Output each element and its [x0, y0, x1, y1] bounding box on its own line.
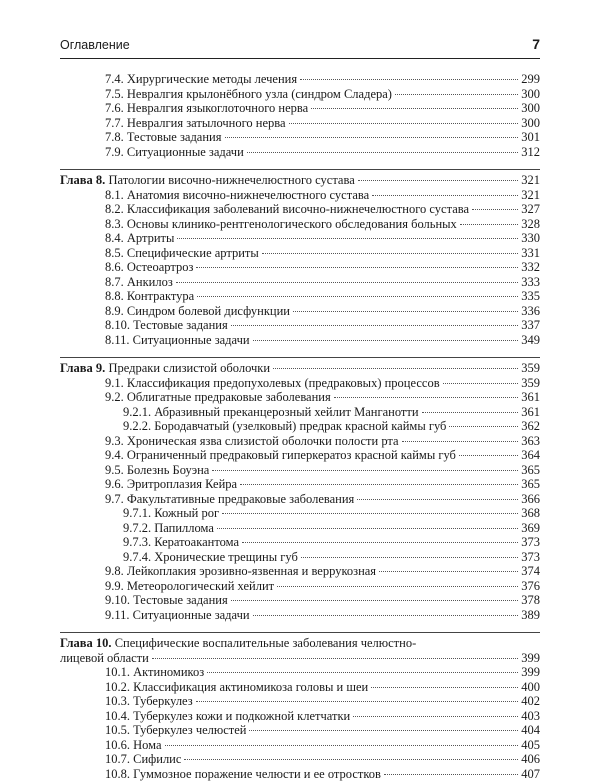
dot-leader: [217, 528, 518, 529]
toc-entry[interactable]: [60, 304, 540, 319]
dot-leader: [196, 701, 519, 702]
toc-page-number: 300: [521, 87, 540, 102]
entry-title: 10.7. Сифилис: [105, 752, 181, 766]
toc-entry-label: [105, 333, 250, 348]
dot-leader: [242, 542, 518, 543]
toc-page-number: 359: [521, 376, 540, 391]
toc-page-number: 300: [521, 101, 540, 116]
dot-leader: [395, 94, 518, 95]
toc-entry-label: [105, 463, 209, 478]
dot-leader: [152, 658, 518, 659]
dot-leader: [422, 412, 519, 413]
dot-leader: [472, 209, 518, 210]
toc-entry[interactable]: [60, 217, 540, 232]
dot-leader: [449, 426, 518, 427]
toc-page-number: 366: [521, 492, 540, 507]
entry-title: 7.6. Невралгия языкоглоточного нерва: [105, 101, 308, 115]
entry-title: 9.6. Эритроплазия Кейра: [105, 477, 237, 491]
toc-entry-label: [60, 636, 416, 651]
dot-leader: [262, 253, 518, 254]
entry-title: 9.7.3. Кератоакантома: [123, 535, 239, 549]
toc-chapter-entry[interactable]: [60, 361, 540, 376]
dot-leader: [334, 397, 519, 398]
entry-title: 7.7. Невралгия затылочного нерва: [105, 116, 286, 130]
entry-title: 9.1. Классификация предопухолевых (предраковых) процессов: [105, 376, 440, 390]
toc-page-number: 399: [521, 665, 540, 680]
entry-title: 7.8. Тестовые задания: [105, 130, 222, 144]
chapter-title: Патологии височно-нижнечелюстного сустава: [108, 173, 354, 187]
entry-title: 9.7.1. Кожный рог: [123, 506, 219, 520]
toc-entry-label: [105, 767, 381, 781]
entry-title: 8.1. Анатомия височно-нижнечелюстного сустава: [105, 188, 369, 202]
toc-entry[interactable]: [60, 608, 540, 623]
dot-leader: [240, 484, 518, 485]
toc-entry[interactable]: [60, 231, 540, 246]
dot-leader: [273, 368, 518, 369]
toc-page-number: 369: [521, 521, 540, 536]
toc-page-number: 331: [521, 246, 540, 261]
toc-entry[interactable]: [60, 188, 540, 203]
toc-entry-label: [105, 318, 228, 333]
dot-leader: [372, 195, 518, 196]
entry-title: 9.7. Факультативные предраковые заболевания: [105, 492, 354, 506]
toc-entry-label: [105, 72, 297, 87]
entry-title: 8.5. Специфические артриты: [105, 246, 259, 260]
toc-page-number: 299: [521, 72, 540, 87]
entry-title: 8.8. Контрактура: [105, 289, 194, 303]
toc-page-number: 365: [521, 463, 540, 478]
toc-page-number: 321: [521, 173, 540, 188]
toc-entry[interactable]: [60, 434, 540, 449]
dot-leader: [253, 340, 519, 341]
toc-entry[interactable]: [60, 477, 540, 492]
entry-title: 7.4. Хирургические методы лечения: [105, 72, 297, 86]
toc-entry[interactable]: [60, 260, 540, 275]
toc-entry-label: [105, 87, 392, 102]
toc-entry-label: [105, 680, 368, 695]
toc-entry[interactable]: [60, 723, 540, 738]
toc-entry[interactable]: [60, 752, 540, 767]
toc-entry-label: [123, 535, 239, 550]
entry-title: 8.7. Анкилоз: [105, 275, 173, 289]
toc-entry[interactable]: [60, 376, 540, 391]
toc-entry[interactable]: [60, 448, 540, 463]
toc-entry[interactable]: [60, 419, 540, 434]
dot-leader: [358, 180, 518, 181]
entry-title: 9.11. Ситуационные задачи: [105, 608, 250, 622]
dot-leader: [253, 615, 519, 616]
dot-leader: [165, 745, 519, 746]
toc-entry[interactable]: [60, 550, 540, 565]
toc-page-number: 321: [521, 188, 540, 203]
entry-title: 10.4. Туберкулез кожи и подкожной клетчатки: [105, 709, 350, 723]
toc-page-number: 333: [521, 275, 540, 290]
chapter-number: Глава 10.: [60, 636, 115, 650]
entry-title: 10.8. Гуммозное поражение челюсти и ее отростков: [105, 767, 381, 781]
toc-page-number: 349: [521, 333, 540, 348]
toc-entry-label: [105, 477, 237, 492]
dot-leader: [459, 455, 518, 456]
toc-entry-label: [105, 304, 290, 319]
toc-entry-label: [105, 434, 399, 449]
running-head-title: Оглавление: [60, 38, 130, 52]
toc-page-number: 327: [521, 202, 540, 217]
toc-entry[interactable]: [60, 694, 540, 709]
toc-entry-label: [105, 608, 250, 623]
toc-page-number: 300: [521, 116, 540, 131]
toc-entry[interactable]: [60, 275, 540, 290]
entry-title: 9.10. Тестовые задания: [105, 593, 228, 607]
toc-group: [60, 72, 540, 159]
dot-leader: [177, 238, 518, 239]
toc-entry-label: [105, 217, 457, 232]
toc-entry[interactable]: [60, 318, 540, 333]
toc-page-number: 336: [521, 304, 540, 319]
entry-title: 10.5. Туберкулез челюстей: [105, 723, 246, 737]
dot-leader: [197, 296, 518, 297]
dot-leader: [353, 716, 518, 717]
entry-title: 8.10. Тестовые задания: [105, 318, 228, 332]
toc-entry-label: [123, 419, 446, 434]
toc-page-number: 374: [521, 564, 540, 579]
toc-entry-label: [123, 405, 419, 420]
toc-page-number: 376: [521, 579, 540, 594]
toc-entry-label: [105, 116, 286, 131]
dot-leader: [231, 600, 519, 601]
toc-entry-label: [105, 101, 308, 116]
dot-leader: [225, 137, 519, 138]
toc-entry-label: [105, 579, 274, 594]
toc-entry-label: [105, 202, 469, 217]
toc-entry-label: [123, 506, 219, 521]
chapter-number: Глава 8.: [60, 173, 108, 187]
toc-entry-label: [105, 130, 222, 145]
dot-leader: [247, 152, 518, 153]
entry-title: 8.2. Классификация заболеваний височно-нижнечелюстного сустава: [105, 202, 469, 216]
toc-page-number: 328: [521, 217, 540, 232]
toc-entry[interactable]: [60, 593, 540, 608]
toc-entry-label: [105, 448, 456, 463]
toc-page-number: 330: [521, 231, 540, 246]
toc-entry[interactable]: [60, 405, 540, 420]
toc-chapter-entry[interactable]: [60, 173, 540, 188]
toc-page-number: 373: [521, 535, 540, 550]
dot-leader: [357, 499, 518, 500]
toc-group: [60, 632, 540, 781]
toc-page-number: 406: [521, 752, 540, 767]
dot-leader: [222, 513, 518, 514]
toc-entry[interactable]: [60, 87, 540, 102]
toc-entry[interactable]: [60, 72, 540, 87]
toc-page-number: 373: [521, 550, 540, 565]
chapter-number: Глава 9.: [60, 361, 108, 375]
dot-leader: [212, 470, 518, 471]
toc-entry-label: [105, 694, 193, 709]
toc-entry-label: [123, 521, 214, 536]
dot-leader: [249, 730, 518, 731]
entry-title: 9.9. Метеорологический хейлит: [105, 579, 274, 593]
toc-page-number: 335: [521, 289, 540, 304]
toc-entry[interactable]: [60, 492, 540, 507]
toc-page-number: 389: [521, 608, 540, 623]
toc-entry[interactable]: [60, 767, 540, 781]
toc-entry-label: [105, 665, 204, 680]
toc-page-number: 378: [521, 593, 540, 608]
toc-entry-label: [105, 709, 350, 724]
dot-leader: [402, 441, 519, 442]
entry-title: 9.8. Лейкоплакия эрозивно-язвенная и веррукозная: [105, 564, 376, 578]
table-of-contents: [60, 72, 540, 781]
dot-leader: [293, 311, 518, 312]
dot-leader: [196, 267, 518, 268]
toc-page-number: 312: [521, 145, 540, 160]
dot-leader: [300, 79, 518, 80]
toc-page-number: 407: [521, 767, 540, 781]
toc-entry[interactable]: [60, 709, 540, 724]
toc-entry-label: [105, 376, 440, 391]
toc-entry[interactable]: [60, 333, 540, 348]
toc-entry[interactable]: [60, 130, 540, 145]
toc-entry-label: [105, 723, 246, 738]
entry-title: 7.5. Невралгия крылонёбного узла (синдром Сладера): [105, 87, 392, 101]
toc-entry[interactable]: [60, 289, 540, 304]
entry-title: 10.2. Классификация актиномикоза головы и шеи: [105, 680, 368, 694]
toc-entry-label: [105, 390, 331, 405]
toc-page-number: 402: [521, 694, 540, 709]
entry-title: 8.6. Остеоартроз: [105, 260, 193, 274]
entry-title: 8.9. Синдром болевой дисфункции: [105, 304, 290, 318]
toc-entry-label: [105, 564, 376, 579]
toc-entry-label: [105, 188, 369, 203]
dot-leader: [301, 557, 518, 558]
entry-title: лицевой области: [60, 651, 149, 665]
entry-title: 8.4. Артриты: [105, 231, 174, 245]
entry-title: 8.3. Основы клинико-рентгенологического обследования больных: [105, 217, 457, 231]
entry-title: 10.6. Нома: [105, 738, 162, 752]
toc-page-number: 363: [521, 434, 540, 449]
toc-page-number: 361: [521, 390, 540, 405]
toc-entry[interactable]: [60, 390, 540, 405]
chapter-title: Специфические воспалительные заболевания челюстно-: [115, 636, 417, 650]
header-rule: [60, 58, 540, 59]
toc-page-number: 399: [521, 651, 540, 666]
toc-entry[interactable]: [60, 665, 540, 680]
dot-leader: [443, 383, 519, 384]
toc-entry-label: [60, 361, 270, 376]
toc-entry-label: [60, 173, 355, 188]
dot-leader: [311, 108, 518, 109]
dot-leader: [379, 571, 518, 572]
chapter-title: Предраки слизистой оболочки: [108, 361, 270, 375]
toc-entry-label: [105, 260, 193, 275]
toc-entry[interactable]: [60, 680, 540, 695]
toc-page-number: 365: [521, 477, 540, 492]
toc-entry-label: [123, 550, 298, 565]
entry-title: 10.1. Актиномикоз: [105, 665, 204, 679]
toc-entry[interactable]: [60, 521, 540, 536]
toc-group: [60, 169, 540, 347]
dot-leader: [176, 282, 518, 283]
dot-leader: [460, 224, 518, 225]
toc-entry[interactable]: [60, 202, 540, 217]
dot-leader: [289, 123, 519, 124]
toc-entry[interactable]: [60, 463, 540, 478]
running-head: [60, 36, 540, 56]
toc-page-number: 359: [521, 361, 540, 376]
toc-entry-label: [105, 593, 228, 608]
page-number: 7: [532, 36, 540, 52]
toc-entry-label: [105, 246, 259, 261]
toc-entry[interactable]: [60, 506, 540, 521]
toc-entry-label: [105, 752, 181, 767]
entry-title: 9.7.4. Хронические трещины губ: [123, 550, 298, 564]
toc-page-number: 368: [521, 506, 540, 521]
toc-page-number: 301: [521, 130, 540, 145]
entry-title: 9.5. Болезнь Боуэна: [105, 463, 209, 477]
entry-title: 9.2.1. Абразивный преканцерозный хейлит Манганотти: [123, 405, 419, 419]
dot-leader: [207, 672, 518, 673]
dot-leader: [184, 759, 518, 760]
dot-leader: [277, 586, 518, 587]
toc-page-number: 400: [521, 680, 540, 695]
toc-chapter-entry[interactable]: [60, 636, 540, 651]
toc-entry-label: [105, 231, 174, 246]
toc-page-number: 361: [521, 405, 540, 420]
toc-entry[interactable]: [60, 101, 540, 116]
entry-title: 9.3. Хроническая язва слизистой оболочки полости рта: [105, 434, 399, 448]
entry-title: 8.11. Ситуационные задачи: [105, 333, 250, 347]
toc-group: [60, 357, 540, 622]
toc-entry[interactable]: [60, 116, 540, 131]
entry-title: 10.3. Туберкулез: [105, 694, 193, 708]
toc-page-number: 332: [521, 260, 540, 275]
toc-entry[interactable]: [60, 564, 540, 579]
toc-entry[interactable]: [60, 535, 540, 550]
toc-page-number: 405: [521, 738, 540, 753]
toc-entry[interactable]: [60, 579, 540, 594]
entry-title: 9.7.2. Папиллома: [123, 521, 214, 535]
toc-entry[interactable]: [60, 246, 540, 261]
entry-title: 9.2.2. Бородавчатый (узелковый) предрак красной каймы губ: [123, 419, 446, 433]
toc-chapter-entry-continued[interactable]: [60, 651, 540, 666]
entry-title: 9.2. Облигатные предраковые заболевания: [105, 390, 331, 404]
toc-page-number: 403: [521, 709, 540, 724]
toc-page-number: 364: [521, 448, 540, 463]
dot-leader: [231, 325, 519, 326]
toc-page-number: 362: [521, 419, 540, 434]
toc-entry-label: [105, 289, 194, 304]
toc-entry-label: [60, 651, 149, 666]
entry-title: 9.4. Ограниченный предраковый гиперкератоз красной каймы губ: [105, 448, 456, 462]
toc-entry[interactable]: [60, 145, 540, 160]
toc-page-number: 404: [521, 723, 540, 738]
toc-entry-label: [105, 275, 173, 290]
dot-leader: [371, 687, 518, 688]
toc-page-number: 337: [521, 318, 540, 333]
toc-entry-label: [105, 145, 244, 160]
dot-leader: [384, 774, 518, 775]
toc-entry-label: [105, 492, 354, 507]
entry-title: 7.9. Ситуационные задачи: [105, 145, 244, 159]
